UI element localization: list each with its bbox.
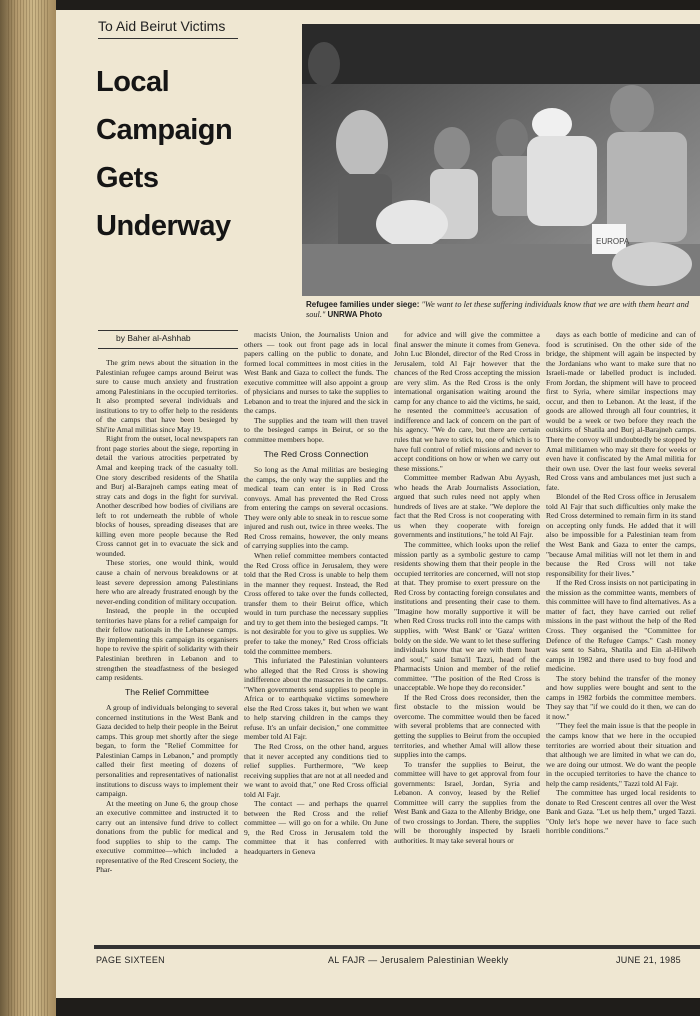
issue-date: JUNE 21, 1985 [616,955,681,965]
page-number: PAGE SIXTEEN [96,955,165,965]
photo-box-label: EUROPA [596,237,630,246]
kicker-label: To Aid Beirut Victims [98,18,238,39]
headline-line: Underway [96,210,231,242]
article-column-4 [546,330,696,940]
paragraph: The committee, which looks upon the relief mission partly as a symbolic gesture to camp residents showing them that their people in the occupied territories are concerned, will not stop at that. They promise to exert pressure on the Red Cross by contacting foreign consulates and institutions and presenting their case to them. "Imagine how morally supportive it will be when Red Cross trucks roll into the camps with supplies, with 'West Bank' or 'Gaza' written boldy on the side. We want to let these suffering individuals know that we are with them heart and soul," said Isma'il Tazzi, head of the Pharmacists Union and member of the relief committee. "The position of the Red Cross is unacceptable. We hope they do reconsider." [394,540,540,693]
publication-name: AL FAJR — Jerusalem Palestinian Weekly [328,955,509,965]
article-column-1 [96,358,238,940]
newspaper-page [56,10,700,998]
byline-rule [98,348,238,349]
paragraph: These stories, one would think, would cause a chain of nervous breakdowns or at least severe depression among Palestinians here who are already frustrated enough by the never-ending condition of military occupation. [96,558,238,606]
paragraph: "They feel the main issue is that the people in the camps know that we here in the occupied territories are worried about their situation and that although we are limited in what we can do, we are doing our utmost. We do want the people in the occupied territories to have the chance to help the camp residents," Tazzi told Al Fajr. [546,721,696,788]
paragraph: The grim news about the situation in the Palestinian refugee camps around Beirut was sure to cause much anxiety and frustration among Palestinians in the occupied territories. It also prompted several individuals and institutions to try to offer help to the residents of the camps that have been besieged by Shi'ite Amal militias since May 19. [96,358,238,434]
refugee-photo-image [302,24,700,296]
paragraph: macists Union, the Journalists Union and others — took out front page ads in local papers calling on the public to donate, and formed local committees in most cities in the West Bank and Gaza to collect the funds. The executive committee will also appoint a group of physicians and nurses to take the supplies to Lebanon and to treat the injured and the sick in the camps. [244,330,388,416]
binding-spine [0,0,56,1016]
subhead: The Red Cross Connection [263,448,369,459]
paragraph: Right from the outset, local newspapers ran front page stories about the siege, reporting in detail the various atrocities perpetrated by Amal and keeping track of the casualty toll. One story described residents of the Shatila and Burj al-Barajneh camps eating meat of stray cats and dogs in the fight for survival. Another described how bodies of civilians are left to rot underneath the rubble of whole blocks of houses, spreading diseases that are killing even more people because the Red Cross cannot get in to evacuate the sick and wounded. [96,434,238,558]
byline-rule [98,330,238,331]
headline-line: Campaign [96,114,233,146]
paragraph: To transfer the supplies to Beirut, the committee will have to get approval from four governments: Israel, Jordan, Syria and Lebanon. A convoy, leased by the Relief Committee will carry the supplies from the West Bank and Gaza to the Allenby Bridge, one of two crossings to Jordan. There, the supplies will be thoroughly inspected by Israeli authorities. It may take several hours or [394,759,540,845]
paragraph: So long as the Amal militias are besieging the camps, the only way the supplies and the medical team can enter is in Red Cross convoys. Amal has prevented the Red Cross from entering the camps on several occasions. They were only able to sneak in to rescue some injured and rush out, twice in three weeks. The Red Cross remains, however, the only means of carrying supplies into the camp. [244,465,388,551]
footer-rule [94,945,700,949]
headline [96,58,306,250]
paragraph: Blondel of the Red Cross office in Jerusalem told Al Fajr that such difficulties only make the Red Cross determined to remain firm in its stand on accepting only funds. He added that it will also be impossible for a Palestinian team from the West Bank and Gaza to enter the camps, "because Amal militias will not let them in and because the Red Cross will not take responsibility for their lives." [546,492,696,578]
subhead: The Relief Committee [124,686,209,697]
paragraph: The supplies and the team will then travel to the besieged camps in Beirut, or so the committee members hope. [244,415,388,445]
paragraph: A group of individuals belonging to several concerned institutions in the West Bank and Gaza decided to help their people in the Beirut camps. This group met shortly after the siege began, to form the "Relief Committee for Palestinian Camps in Lebanon," and promptly called their first meeting of dozens of personalities and representatives of nationalist institutions to discuss ways to implement their campaign. [96,703,238,799]
refugee-photo [302,24,700,296]
paragraph: The story behind the transfer of the money and how supplies were bought and sent to the camps in 1982 forbids the committee members. They say that "if we could do it then, we can do it now." [546,673,696,721]
paragraph: Committee member Radwan Abu Ayyash, who heads the Arab Journalists Association, argued that such rules need not apply when hundreds of lives are at stake. "We deplore the fact that the Red Cross is not cooperating with us when they cooperate with foreign governments and institutions," he told Al Fajr. [394,473,540,540]
paragraph: At the meeting on June 6, the group chose an executive committee and instructed it to carry out an intensive fund drive to collect donations from the public for medical and food supplies to ship to the camp. The executive committee—which included a representative of the Red Crescent Society, the Phar- [96,798,238,875]
paragraph: If the Red Cross does reconsider, then the first obstacle to the mission would be overcome. The committee would then be faced with several problems that are connected with getting the supplies to Beirut from the occupied territories, and whether Amal will allow these supplies into the camps. [394,692,540,760]
paragraph: The Red Cross, on the other hand, argues that it never accepted any conditions tied to relief supplies. Furthermore, "We keep receiving supplies that are not at all needed and we want to avoid that," one Red Cross official told Al Fajr. [244,741,388,799]
paragraph: This infuriated the Palestinian volunteers who alleged that the Red Cross is showing indifference about the massacres in the camps. "When governments send supplies to people in Africa or to earthquake victims somewhere else the Red Cross takes it, but when we want to help starving children in the camps they refuse. It's an unfair decision," one committee member told Al Fajr. [244,656,388,742]
caption-quote: "We want to let these suffering individuals know that we are with them heart and soul." [306,300,689,319]
caption-credit: UNRWA Photo [327,310,383,319]
caption-lead: Refugee families under siege: [306,300,420,309]
paragraph: When relief committee members contacted the Red Cross office in Jerusalem, they were told that the Red Cross is unable to help them in the manner they request. Instead, the Red Cross offered to take over the funds collected, transfer them to their Beirut office, which would in turn purchase the necessary supplies and try to get them into the besieged camps. "It is not desirable for you to give us supplies. We prefer to take the money," Red Cross officials told the committee members. [244,551,388,656]
paragraph: If the Red Cross insists on not participating in the mission as the committee wants, members of this committee will have to find alternatives. As a matter of fact, they have carried out relief missions in the past without the help of the Red Cross. They organised the "Committee for Defence of the Refugee Camps." Cash money was sent to Sabra, Shatila and Ein al-Hilweh camps in 1982 and there used to buy food and medicine. [546,578,696,674]
photo-caption [306,300,698,320]
paragraph: The committee has urged local residents to donate to Red Crescent centres all over the West Bank and Gaza. "Let us help them," urged Tazzi. "Only let's hope we never have to face such horrible conditions." [546,788,696,836]
paragraph: The contact — and perhaps the quarrel between the Red Cross and the relief committee — will go on for a while. On June 9, the Red Cross in Jerusalem told the committee that it has conferred with headquarters in Geneva [244,799,388,856]
byline: by Baher al-Ashhab [116,333,191,343]
article-column-2 [244,330,388,940]
article-column-3 [394,330,540,940]
paragraph: Instead, the people in the occupied territories have plans for a relief campaign for their fellow nationals in the Lebanese camps. By implementing this campaign its organisers hope to revive the spirit of solidarity with their Palestinian brethren in Lebanon and to strengthen the steadfastness of the besieged camp residents. [96,606,238,683]
headline-line: Local [96,66,170,98]
headline-line: Gets [96,162,159,194]
paragraph: for advice and will give the committee a final answer the minute it comes from Geneva. John Luc Blondel, director of the Red Cross in Jerusalem, told Al Fajr however that the chances of the Red Cross accepting the mission are very slim. As the Red Cross is the only international organisation waiting around the camp for any chance to aid the victims, he said, he resented the committee's accusation of indifference and lack of concern on the part of his agency. "We do care, but there are certain rules that we have to stick to, one of which is to have full control of relief missions and never to accept conditions on how or when we carry out these missions." [394,330,540,473]
paragraph: days as each bottle of medicine and can of food is scrutinised. On the other side of the bridge, the shipment will again be inspected by the Jordanians who want to make sure that no Israeli-made or labelled product is included. From Jordan, the shipment will have to proceed first to Syria, where similar inspections may occur, and then to Lebanon. At the least, if the goods are allowed through all four countries, it would be a week or two before they reach the outskirts of Shatila and Burj al-Barajneh camps. There the convoy will undoubtedly be stopped by Amal militiamen who may sit there for weeks or even have it confiscated by the Amal militia for their own use. Over the last four weeks several Red Cross vans and ambulances met just such a fate. [546,330,696,492]
